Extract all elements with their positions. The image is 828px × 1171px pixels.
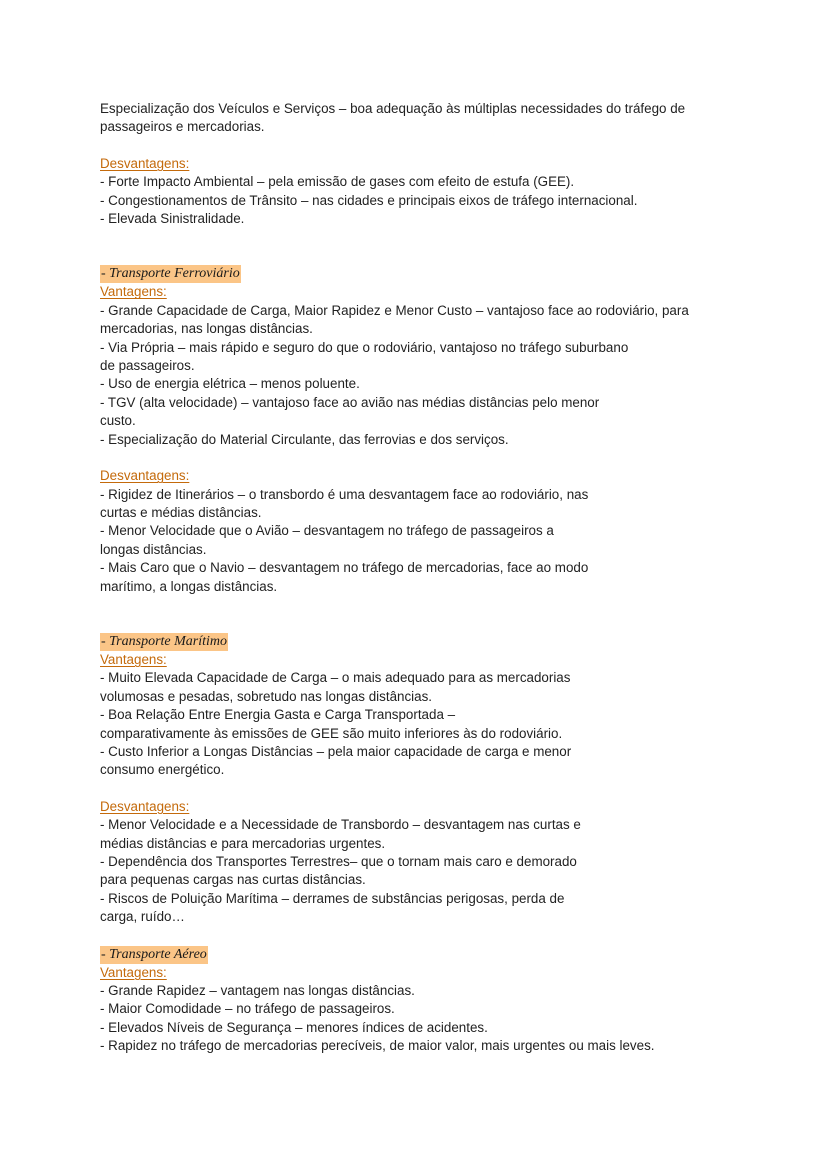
list-item: - Mais Caro que o Navio – desvantagem no tráfego de mercadorias, face ao modo: [100, 560, 589, 576]
list-item: - Maior Comodidade – no tráfego de passageiros.: [100, 1001, 395, 1017]
disadvantages-label: Desvantagens:: [100, 155, 190, 171]
list-item: - Custo Inferior a Longas Distâncias – pela maior capacidade de carga e menor: [100, 743, 572, 759]
advantages-label: Vantagens:: [100, 964, 167, 980]
list-item: - Congestionamentos de Trânsito – nas cidades e principais eixos de tráfego internacional.: [100, 192, 638, 208]
list-item: para pequenas cargas nas curtas distâncias.: [100, 872, 366, 888]
rail-section: [100, 264, 740, 596]
list-item: - TGV (alta velocidade) – vantajoso face ao avião nas médias distâncias pelo menor: [100, 394, 600, 410]
list-item: custo.: [100, 413, 136, 429]
list-item: consumo energético.: [100, 762, 225, 778]
list-item: - Riscos de Poluição Marítima – derrames de substâncias perigosas, perda de: [100, 890, 565, 906]
list-item: - Uso de energia elétrica – menos poluente.: [100, 376, 360, 392]
list-item: comparativamente às emissões de GEE são muito inferiores às do rodoviário.: [100, 725, 563, 741]
list-item: - Grande Capacidade de Carga, Maior Rapidez e Menor Custo – vantajoso face ao rodoviário, para: [100, 302, 689, 318]
list-item: - Via Própria – mais rápido e seguro do que o rodoviário, vantajoso no tráfego suburbano: [100, 339, 629, 355]
section-heading-sea: - Transporte Marítimo: [101, 633, 228, 649]
list-item: - Forte Impacto Ambiental – pela emissão de gases com efeito de estufa (GEE).: [100, 174, 575, 190]
list-item: médias distâncias e para mercadorias urgentes.: [100, 835, 386, 851]
list-item: - Menor Velocidade e a Necessidade de Transbordo – desvantagem nas curtas e: [100, 817, 581, 833]
list-item: - Rapidez no tráfego de mercadorias perecíveis, de maior valor, mais urgentes ou mais leves.: [100, 1038, 655, 1054]
list-item: - Boa Relação Entre Energia Gasta e Carga Transportada –: [100, 707, 456, 723]
list-item: - Elevados Níveis de Segurança – menores índices de acidentes.: [100, 1019, 488, 1035]
intro-line: Especialização dos Veículos e Serviços – boa adequação às múltiplas necessidades do tráfego de: [100, 101, 686, 116]
list-item: - Muito Elevada Capacidade de Carga – o mais adequado para as mercadorias: [100, 670, 571, 686]
list-item: mercadorias, nas longas distâncias.: [100, 321, 313, 337]
intro-paragraph: [100, 100, 740, 137]
list-item: - Especialização do Material Circulante, das ferrovias e dos serviços.: [100, 431, 509, 447]
list-item: longas distâncias.: [100, 541, 207, 557]
list-item: - Grande Rapidez – vantagem nas longas distâncias.: [100, 983, 415, 999]
air-section: [100, 945, 740, 1056]
list-item: - Rigidez de Itinerários – o transbordo é uma desvantagem face ao rodoviário, nas: [100, 486, 589, 502]
section-heading-air: - Transporte Aéreo: [101, 946, 207, 962]
disadvantages-label: Desvantagens:: [100, 468, 190, 484]
list-item: de passageiros.: [100, 358, 195, 374]
list-item: curtas e médias distâncias.: [100, 504, 262, 520]
list-item: - Dependência dos Transportes Terrestres– que o tornam mais caro e demorado: [100, 854, 577, 869]
advantages-label: Vantagens:: [100, 284, 167, 300]
list-item: - Elevada Sinistralidade.: [100, 211, 245, 227]
disadvantages-label: Desvantagens:: [100, 798, 190, 814]
intro-line: passageiros e mercadorias.: [100, 119, 265, 135]
section-heading-rail: - Transporte Ferroviário: [101, 266, 240, 282]
list-item: marítimo, a longas distâncias.: [100, 578, 278, 594]
document-page: [100, 100, 740, 1056]
list-item: volumosas e pesadas, sobretudo nas longas distâncias.: [100, 688, 432, 704]
road-disadvantages-section: [100, 155, 740, 229]
list-item: carga, ruído…: [100, 909, 185, 925]
advantages-label: Vantagens:: [100, 651, 167, 667]
sea-section: [100, 632, 740, 927]
list-item: - Menor Velocidade que o Avião – desvantagem no tráfego de passageiros a: [100, 523, 554, 539]
